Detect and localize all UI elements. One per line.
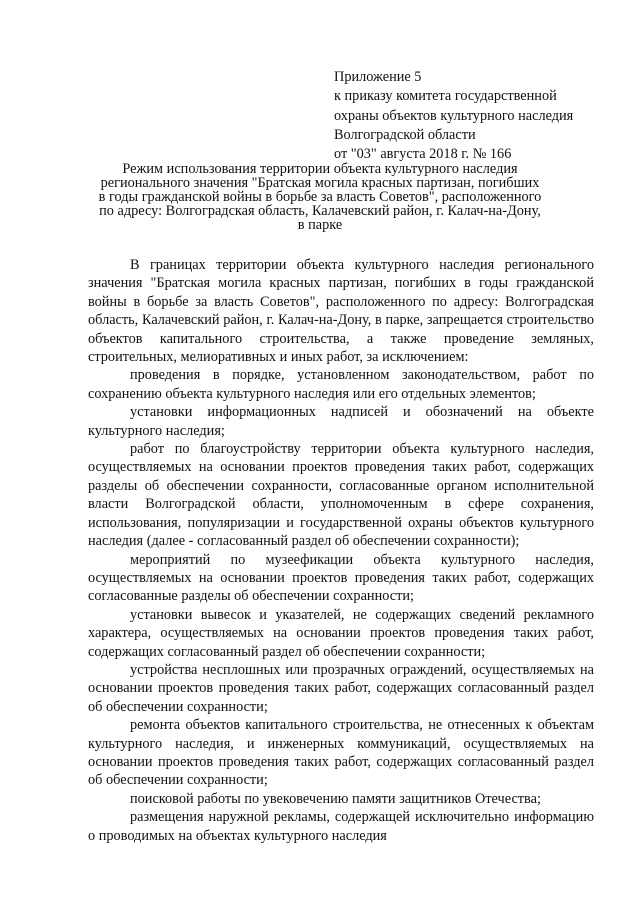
paragraph-item: поисковой работы по увековечению памяти защитников Отечества; <box>130 790 541 807</box>
paragraph-item: размещения наружной рекламы, содержащей исключительно информацию о проводимых на объектах культурного наследия <box>88 809 594 844</box>
paragraph-item: установки информационных надписей и обозначений на объекте культурного наследия; <box>88 404 594 439</box>
paragraph-item: устройства несплошных или прозрачных ограждений, осуществляемых на основании проектов проведения таких работ, содержащих согласованный раздел об обеспечении сохранности; <box>88 661 594 715</box>
document-title <box>70 162 570 232</box>
paragraph-item: установки вывесок и указателей, не содержащих сведений рекламного характера, осуществляемых на основании проектов проведения таких работ, содержащих согласованный раздел об обеспечении сохранности; <box>88 606 594 660</box>
title-line: в годы гражданской войны в борьбе за власть Советов", расположенного <box>98 189 542 205</box>
paragraph-intro: В границах территории объекта культурного наследия регионального значения "Братская могила красных партизан, погибших в годы гражданской войны в борьбе за власть Советов", расположенного по адресу: Волгоградская область, Калачевский район, г. Калач-на-Дону, в парке, запрещается строительство объектов капитального строительства, а также проведение земляных, строительных, мелиоративных и иных работ, за исключением: <box>88 257 594 366</box>
appendix-header <box>334 68 573 164</box>
paragraph-item: мероприятий по музеефикации объекта культурного наследия, осуществляемых на основании проектов проведения таких работ, содержащих согласованные разделы об обеспечении сохранности; <box>88 551 594 605</box>
title-line: в парке <box>297 217 343 233</box>
appendix-line: к приказу комитета государственной <box>334 88 557 105</box>
paragraph-item: ремонта объектов капитального строительства, не отнесенных к объектам культурного наследия, и инженерных коммуникаций, осуществляемых на основании проектов проведения таких работ, содержащих согласованный раздел об обеспечении сохранности; <box>88 717 594 789</box>
document-body <box>88 256 594 845</box>
title-line: по адресу: Волгоградская область, Калачевский район, г. Калач-на-Дону, <box>99 203 541 219</box>
paragraph-item: проведения в порядке, установленном законодательством, работ по сохранению объекта культурного наследия или его отдельных элементов; <box>88 367 594 402</box>
appendix-line: Приложение 5 <box>334 69 422 85</box>
appendix-line: Волгоградской области <box>334 126 476 143</box>
title-line: Режим использования территории объекта культурного наследия <box>122 161 518 177</box>
title-line: регионального значения "Братская могила красных партизан, погибших <box>100 175 540 191</box>
paragraph-item: работ по благоустройству территории объекта культурного наследия, осуществляемых на основании проектов проведения таких работ, содержащих разделы об обеспечении сохранности, согласованные органом исполнительной власти Волгоградской области, уполномоченным в сфере сохранения, использования, популяризации и государственной охраны объектов культурного наследия (далее - согласованный раздел об обеспечении сохранности); <box>88 441 594 550</box>
appendix-date-line: от "03" августа 2018 г. № 166 <box>334 146 512 163</box>
appendix-line: охраны объектов культурного наследия <box>334 107 574 124</box>
